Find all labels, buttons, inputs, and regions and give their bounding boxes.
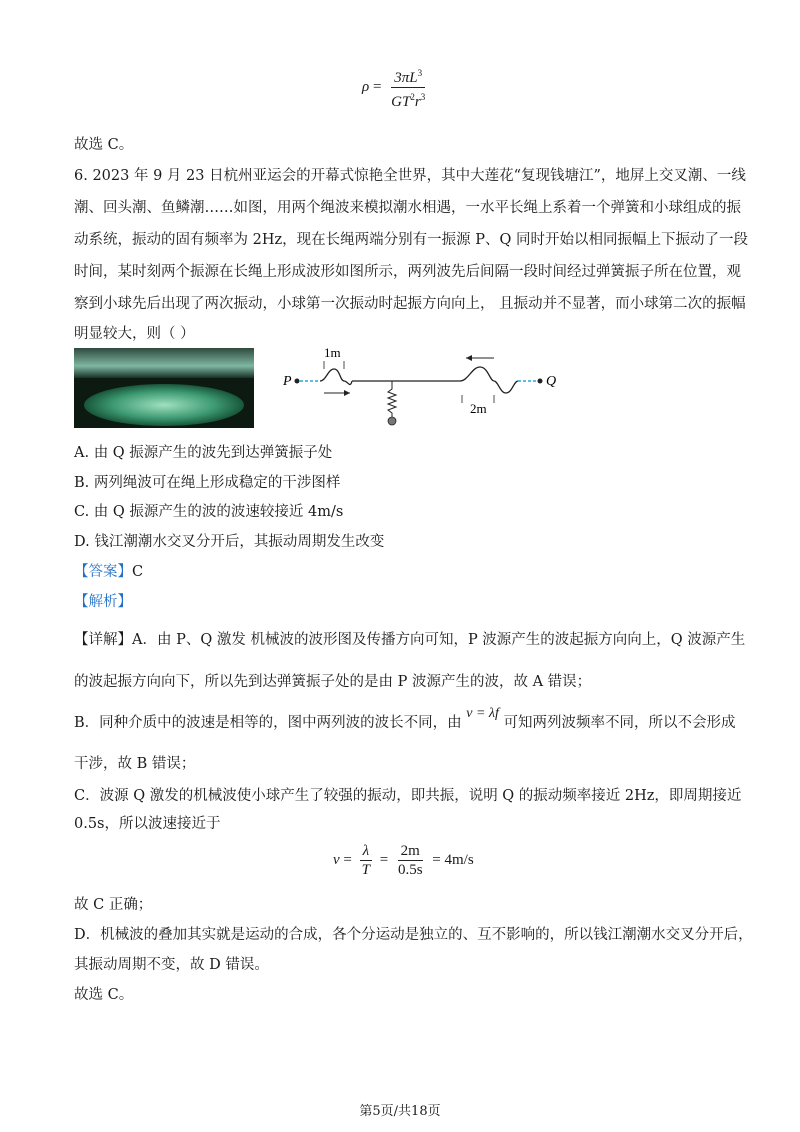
- previous-choice: 故选 C。: [74, 137, 134, 153]
- inline-wave-formula: v = λf: [466, 706, 499, 721]
- answer-label: 【答案】: [74, 564, 132, 580]
- formula-den: GT: [391, 94, 411, 110]
- source-q-label: Q: [546, 374, 557, 389]
- analysis-line: D．机械波的叠加其实就是运动的合成，各个分运动是独立的、互不影响的，所以钱江潮潮水交叉分开后，: [74, 927, 753, 943]
- fraction-lambda-t: [359, 842, 373, 879]
- analysis-line: 的波起振方向向下，所以先到达弹簧振子处的是由 P 波源产生的波，故 A 错误；: [74, 674, 592, 690]
- question-line: 6. 2023 年 9 月 23 日杭州亚运会的开幕式惊艳全世界，其中大莲花“复现钱塘江”，地屏上交叉潮、一线: [74, 168, 746, 184]
- left-wavelength-label: 1m: [324, 345, 341, 360]
- formula-den-exp1: 2: [410, 92, 415, 102]
- rope-wave-diagram: [280, 345, 580, 435]
- question-line: 明显较大，则（ ）: [74, 326, 195, 342]
- wavelength-value: 2m: [398, 842, 423, 861]
- analysis-line: 故选 C。: [74, 987, 134, 1003]
- formula-fraction: [388, 64, 428, 111]
- analysis-line: [74, 706, 736, 734]
- formula-num: 3πL: [394, 70, 418, 86]
- analysis-line-b-part2: 可知两列波频率不同，所以不会形成: [503, 715, 736, 731]
- question-line: 潮、回头潮、鱼鳞潮……如图，用两个绳波来模拟潮水相遇，一水平长绳上系着一个弹簧和小球组成的振: [74, 200, 741, 216]
- speed-result: 4m/s: [444, 851, 474, 868]
- opening-ceremony-photo: [74, 348, 254, 428]
- question-line: 时间，某时刻两个振源在长绳上形成波形如图所示，两列波先后间隔一段时间经过弹簧振子所在位置，观: [74, 264, 741, 280]
- answer-row: [74, 562, 143, 582]
- lambda: λ: [360, 842, 373, 861]
- period: T: [361, 862, 370, 878]
- answer-value: C: [132, 564, 144, 580]
- question-line: 察到小球先后出现了两次振动，小球第一次振动时起振方向向上， 且振动并不显著，而小球第二次的振幅: [74, 296, 746, 312]
- formula-den-r: r: [414, 94, 421, 110]
- source-p-label: P: [283, 374, 292, 389]
- speed-lhs: v: [333, 851, 340, 868]
- right-wavelength-label: 2m: [470, 401, 487, 416]
- formula-den-exp2: 3: [420, 92, 426, 102]
- wave-speed-formula: v = $\frac{\lambda}{T}$ = $\frac{2m}{0.5s}$ = 4m/s: [333, 843, 474, 878]
- option-d: D. 钱江潮潮水交叉分开后，其振动周期发生改变: [74, 534, 385, 550]
- analysis-line: 0.5s，所以波速接近于: [74, 816, 221, 832]
- page-footer: 第5页/共18页: [359, 1104, 441, 1119]
- analysis-line: 【详解】A．由 P、Q 激发 机械波的波形图及传播方向可知，P 波源产生的波起振方向向上，Q 波源产生: [74, 632, 746, 648]
- analysis-line: 其振动周期不变，故 D 错误。: [74, 957, 269, 973]
- density-formula: ρ = $\frac{3\pi L^3}{GT^2r^3}$: [362, 64, 431, 111]
- formula-lhs: ρ: [362, 78, 370, 95]
- analysis-line: C．波源 Q 激发的机械波使小球产生了较强的振动，即共振，说明 Q 的振动频率接近 2Hz，即周期接近: [74, 788, 742, 804]
- analysis-line-b-part1: B．同种介质中的波速是相等的，图中两列波的波长不同，由: [74, 715, 462, 731]
- fraction-values: [395, 842, 426, 879]
- option-b: B. 两列绳波可在绳上形成稳定的干涉图样: [74, 475, 341, 491]
- analysis-label: 【解析】: [74, 594, 132, 610]
- question-line: 动系统，振动的固有频率为 2Hz，现在长绳两端分别有一振源 P、Q 同时开始以相同振幅上下振动了一段: [74, 232, 748, 248]
- formula-num-exp: 3: [417, 68, 423, 78]
- analysis-line: 故 C 正确；: [74, 897, 153, 913]
- analysis-line: 干涉，故 B 错误；: [74, 756, 196, 772]
- option-c: C. 由 Q 振源产生的波的波速较接近 4m/s: [74, 504, 344, 520]
- period-value: 0.5s: [397, 862, 423, 878]
- option-a: A. 由 Q 振源产生的波先到达弹簧振子处: [74, 445, 333, 461]
